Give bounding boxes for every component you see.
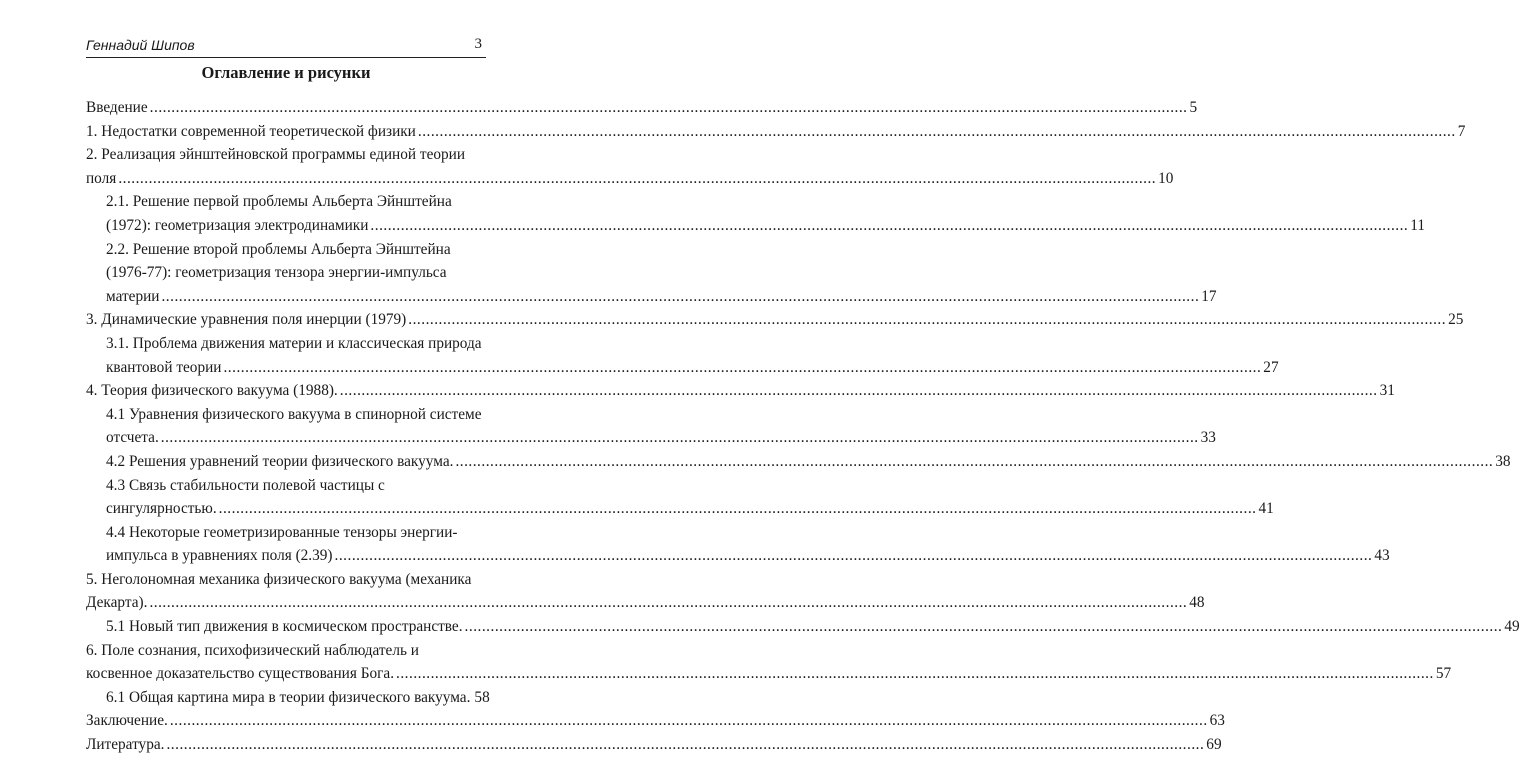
toc-dot-leader: [161, 426, 1199, 450]
page-title: Оглавление и рисунки: [201, 63, 371, 82]
toc-entry[interactable]: [86, 568, 1205, 615]
toc-dot-leader: [408, 308, 1446, 332]
toc-dot-leader: [149, 591, 1187, 615]
toc-entry-text: 3. Динамические уравнения поля инерции (1979): [86, 311, 407, 329]
toc-page-number: 33: [1200, 429, 1216, 447]
toc-entry-text: 2.1. Решение первой проблемы Альберта Эйнштейна: [106, 193, 452, 211]
toc-page-number: 17: [1201, 287, 1217, 305]
toc-entry-text: 2. Реализация эйнштейновской программы единой теории: [86, 146, 466, 164]
toc-entry-text: Литература.: [86, 736, 165, 754]
toc-entry[interactable]: [86, 450, 1511, 474]
toc-entry-text: 2.2. Решение второй проблемы Альберта Эйнштейна: [106, 240, 451, 258]
toc-page-number: 58: [474, 688, 490, 706]
toc-entry-text: 4.3 Связь стабильности полевой частицы с: [106, 476, 385, 494]
toc-page-number: 11: [1410, 216, 1425, 234]
toc-page-number: 43: [1374, 547, 1390, 565]
toc-entry-text: 6.1 Общая картина мира в теории физического вакуума.: [106, 688, 471, 706]
toc-entry-text: 4. Теория физического вакуума (1988).: [86, 382, 338, 400]
toc-entry-text: поля: [86, 169, 117, 187]
header-author: Геннадий Шипов: [86, 37, 195, 53]
toc-entry-text: 4.2 Решения уравнений теории физического вакуума.: [106, 452, 454, 470]
toc-page-number: 57: [1435, 665, 1452, 683]
toc-entry[interactable]: [86, 332, 1279, 379]
toc-entry[interactable]: [86, 96, 1198, 120]
running-header: [86, 37, 486, 58]
toc-page-number: 38: [1495, 452, 1511, 470]
toc-dot-leader: [418, 120, 1456, 144]
toc-entry[interactable]: [86, 403, 1216, 450]
toc-entry-text: (1972): геометризация электродинамики: [106, 216, 369, 234]
toc-entry-text: сингулярностью.: [106, 500, 217, 518]
toc-dot-leader: [170, 709, 1208, 733]
toc-dot-leader: [118, 167, 1156, 191]
toc-entry[interactable]: [86, 686, 490, 710]
toc-dot-leader: [396, 662, 1434, 686]
toc-entry-text: импульса в уравнениях поля (2.39): [106, 547, 333, 565]
toc-entry-text: 3.1. Проблема движения материи и классическая природа: [106, 334, 482, 352]
header-page-number: 3: [474, 36, 482, 52]
toc-dot-leader: [465, 615, 1503, 639]
toc-entry[interactable]: [86, 143, 1174, 190]
toc-entry-text: 1. Недостатки современной теоретической физики: [86, 122, 416, 140]
toc-entry-text: квантовой теории: [106, 358, 222, 376]
toc-entry[interactable]: [86, 120, 1466, 144]
toc-entry[interactable]: [86, 308, 1464, 332]
toc-dot-leader: [166, 733, 1204, 757]
toc-dot-leader: [370, 214, 1408, 238]
toc-entry-text: отсчета.: [106, 429, 159, 447]
toc-page-number: 41: [1258, 500, 1274, 518]
toc-page-number: 5: [1189, 99, 1198, 116]
toc-page-number: 49: [1504, 618, 1520, 636]
toc-entry-text: 5.1 Новый тип движения в космическом пространстве.: [106, 618, 463, 636]
toc-page-number: 7: [1457, 122, 1466, 140]
toc-page-number: 48: [1189, 594, 1205, 612]
toc-entry-text: косвенное доказательство существования Бога.: [86, 665, 395, 683]
toc-page-number: 63: [1209, 712, 1225, 730]
toc-dot-leader: [455, 450, 1493, 474]
toc-dot-leader: [161, 285, 1199, 309]
toc-entry-text: Декарта).: [86, 594, 148, 612]
toc-entry-text: материи: [106, 287, 160, 305]
toc-entry-text: (1976-77): геометризация тензора энергии-импульса: [106, 264, 447, 282]
toc-entry-text: Заключение.: [86, 712, 168, 730]
toc-entry[interactable]: [86, 639, 1452, 686]
toc-entry[interactable]: [86, 615, 1520, 639]
toc-entry[interactable]: [86, 190, 1425, 237]
toc-dot-leader: [340, 379, 1378, 403]
toc-dot-leader: [150, 96, 1188, 120]
toc-entry[interactable]: [86, 733, 1222, 757]
toc-entry-text: 6. Поле сознания, психофизический наблюдатель и: [86, 641, 419, 659]
toc-entry-text: 5. Неголономная механика физического вакуума (механика: [86, 570, 472, 588]
toc-page-number: 31: [1379, 382, 1395, 400]
toc-dot-leader: [219, 497, 1257, 521]
toc-page-number: 27: [1263, 358, 1279, 376]
toc-page-number: 69: [1206, 736, 1222, 754]
toc-entry[interactable]: [86, 474, 1274, 521]
toc-entry-text: 4.1 Уравнения физического вакуума в спинорной системе: [106, 405, 482, 423]
toc-entry-text: 4.4 Некоторые геометризированные тензоры энергии-: [106, 523, 458, 541]
toc-page-number: 10: [1158, 169, 1174, 187]
toc-dot-leader: [223, 356, 1261, 380]
toc-entry[interactable]: [86, 379, 1395, 403]
toc-entry[interactable]: [86, 238, 1217, 309]
table-of-contents: [86, 96, 1520, 757]
toc-page-number: 25: [1448, 311, 1464, 329]
toc-dot-leader: [335, 544, 1373, 568]
toc-entry[interactable]: [86, 521, 1390, 568]
toc-entry-text: Введение: [86, 99, 148, 116]
toc-entry[interactable]: [86, 709, 1225, 733]
